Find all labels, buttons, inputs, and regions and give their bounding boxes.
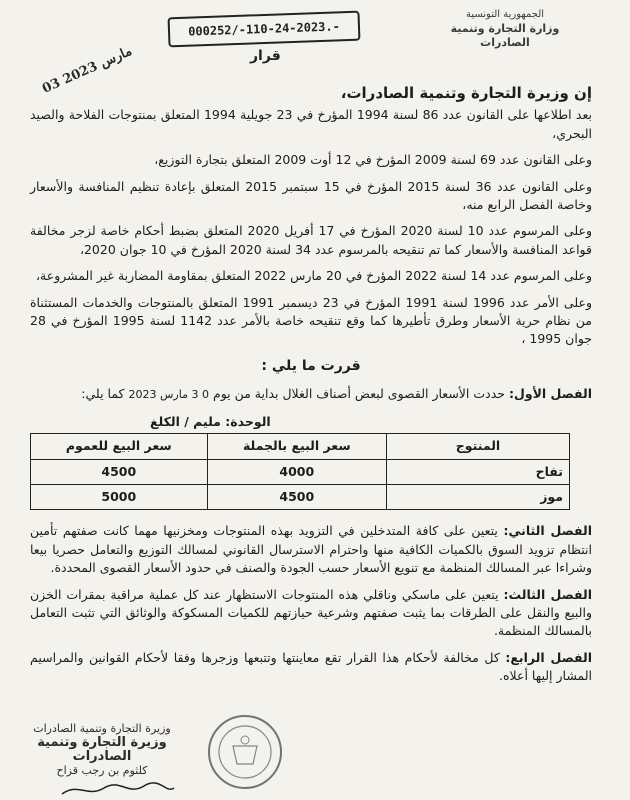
article-2 [30, 522, 592, 577]
signatory-name: كلثوم بن رجب قزاح [56, 764, 148, 777]
republic-label: الجمهورية التونسية [465, 9, 545, 20]
price-table [30, 433, 570, 510]
article-2-title: الفصل الثاني: [503, 523, 592, 539]
decision-body [30, 84, 592, 694]
unit-label: الوحدة: مليم / الكلغ [150, 413, 271, 429]
col-retail: سعر البيع للعموم [31, 434, 208, 459]
signature-scribble-icon [58, 780, 178, 800]
product-cell: تفاح [387, 459, 570, 484]
article-1 [30, 385, 592, 404]
table-row [31, 459, 570, 484]
retail-cell: 5000 [31, 484, 208, 509]
article-1-title: الفصل الأول: [508, 386, 592, 402]
table-row [31, 484, 570, 509]
signature-title-small: وزيرة التجارة وتنمية الصادرات [33, 722, 171, 735]
article-4 [30, 649, 592, 686]
article-1-text-end: كما يلي: [81, 386, 125, 402]
signature-title: وزيرة التجارة وتنمية الصادرات [37, 735, 167, 764]
table-header-row [31, 434, 570, 459]
article-4-text: كل مخالفة لأحكام هذا القرار تقع معاينتها وتتبعها وزجرها وفقا لأحكام القوانين والمراسيم المشار إليها أعلاه. [30, 649, 592, 684]
retail-cell: 4500 [31, 459, 208, 484]
wholesale-cell: 4500 [207, 484, 386, 509]
article-4-title: الفصل الرابع: [505, 649, 592, 665]
preamble-paragraph: وعلى القانون عدد 36 لسنة 2015 المؤرخ في 15 سبتمبر 2015 المتعلق بإعادة تنظيم المنافسة والأسعار وخاصة الفصل الرابع منه، [30, 178, 592, 213]
date-stamp: 03 مارس 2023 [40, 43, 135, 97]
article-1-date: 0 3 مارس 2023 [128, 388, 209, 402]
decision-title: قرار [250, 48, 281, 64]
wholesale-cell: 4000 [207, 459, 386, 484]
article-3-text: يتعين على ماسكي وناقلي هذه المنتوجات الاستظهار عند كل عملية مراقبة بمقرات الخزن والبيع والنقل على الطرقات بما يثبت صفتهم وشرعية حيازتهم للكميات المسكوكة والوثائق التي تثبت التعامل بالمسالك المنظمة. [30, 586, 592, 639]
article-1-text: حددت الأسعار القصوى لبعض أصناف الغلال بداية من يوم [212, 386, 505, 402]
ministry-label: وزارة التجارة وتنمية الصادرات [450, 22, 560, 49]
signature-block [22, 722, 182, 778]
product-cell: موز [387, 484, 570, 509]
preamble-paragraph: وعلى القانون عدد 69 لسنة 2009 المؤرخ في 12 أوت 2009 المتعلق بتجارة التوزيع، [154, 152, 592, 168]
preamble-paragraph: وعلى المرسوم عدد 14 لسنة 2022 المؤرخ في 20 مارس 2022 المتعلق بمقاومة المضاربة غير المشروعة، [36, 268, 592, 284]
preamble-paragraph: وعلى الأمر عدد 1996 لسنة 1991 المؤرخ في 23 ديسمبر 1991 المتعلق بالمنتوجات والخدمات المستثناة من نظام حرية الأسعار وطرق تأطيرها كما وقع تنقيحه خاصة بالأمر عدد 1142 لسنة 1995 المؤرخ في 28 جوان 1995 ، [30, 294, 592, 347]
decided-heading: قررت ما يلي : [261, 357, 361, 374]
official-seal-icon [205, 712, 285, 792]
article-2-text: يتعين على كافة المتدخلين في التزويد بهذه المنتوجات ومخزنيها مهما كانت صفتهم تأمين انتظام تزويد السوق بالكميات الكافية منها واحترام الاسترسال القانوني لمسالك التوزيع والتعامل حصريا بيعا وشراءا عبر المسالك المنظمة مع تنويع الأسعار حسب الجودة والصنف في حدود الأسعار القصوى المحددة. [30, 523, 592, 576]
col-wholesale: سعر البيع بالجملة [207, 434, 386, 459]
col-product: المنتوج [387, 434, 570, 459]
article-3-title: الفصل الثالث: [503, 586, 592, 602]
opening-line: إن وزيرة التجارة وتنمية الصادرات، [340, 84, 592, 102]
reference-number-box: 000252/-110-24-2023.- [168, 11, 361, 48]
article-3 [30, 586, 592, 641]
letterhead [430, 8, 580, 50]
preamble-paragraph: وعلى المرسوم عدد 10 لسنة 2020 المؤرخ في 17 أفريل 2020 المتعلق بضبط أحكام خاصة لزجر مخالفة قواعد المنافسة والأسعار كما تم تنقيحه بالمرسوم عدد 34 لسنة 2020 المؤرخ في 10 جوان 2020، [30, 223, 592, 257]
preamble-paragraph: بعد اطلاعها على القانون عدد 86 لسنة 1994 المؤرخ في 23 جويلية 1994 المتعلق بمنتوجات الفلاحة والصيد البحري، [30, 107, 592, 141]
